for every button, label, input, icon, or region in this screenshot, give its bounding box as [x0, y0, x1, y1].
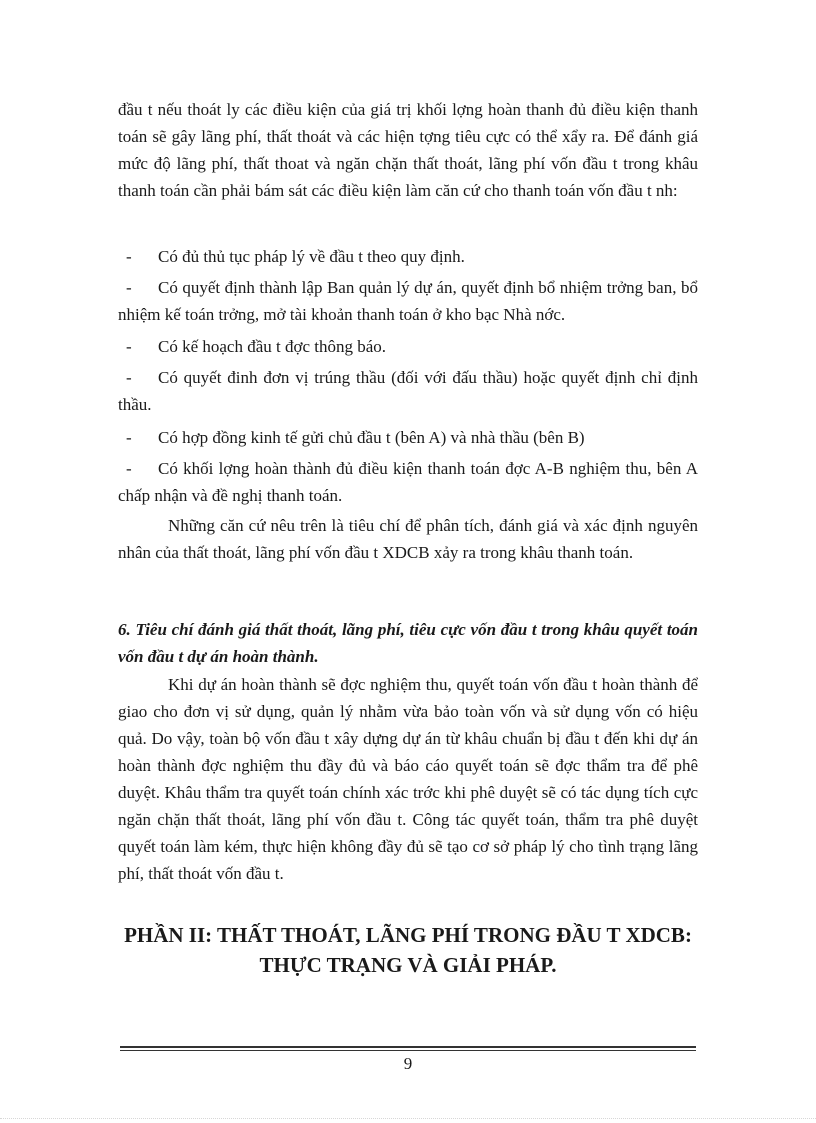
intro-paragraph: đầu t nếu thoát ly các điều kiện của giá trị khối lợng hoàn thanh đủ điều kiện thanh toán sẽ gây lãng phí, thất thoát và các hiện tợng tiêu cực có thể xẩy ra. Để đánh giá mức độ lãng phí, thất thoat và ngăn chặn thất thoát, lãng phí vốn đầu t trong khâu thanh toán cần phải bám sát các điều kiện làm căn cứ cho thanh toán vốn đầu t nh:: [118, 100, 698, 200]
page-number: 9: [403, 1054, 413, 1073]
list-item-text: Có kế hoạch đầu t đợc thông báo.: [158, 337, 387, 356]
bullet-dash: -: [126, 247, 132, 266]
page-edge-divider: [0, 1118, 816, 1119]
list-item: [118, 364, 698, 418]
bullet-dash: -: [126, 368, 132, 387]
list-item: [118, 274, 698, 328]
list-item-text: Có đủ thủ tục pháp lý về đầu t theo quy định.: [158, 247, 465, 266]
document-page: [118, 0, 698, 1123]
section-6-heading: 6. Tiêu chí đánh giá thất thoát, lãng phí, tiêu cực vốn đầu t trong khâu quyết toán vốn đầu t dự án hoàn thành.: [118, 620, 698, 666]
part-2-title: [118, 920, 698, 980]
list-item-text: Có hợp đồng kinh tế gửi chủ đầu t (bên A) và nhà thầu (bên B): [158, 428, 585, 447]
list-item: [118, 455, 698, 509]
footer-rule: [120, 1046, 696, 1048]
list-item-text: Có quyết đinh đơn vị trúng thầu (đối với đấu thầu) hoặc quyết định chỉ định thầu.: [118, 368, 698, 414]
list-item: [118, 243, 698, 270]
bullet-dash: -: [126, 278, 132, 297]
section-6-paragraph: Khi dự án hoàn thành sẽ đợc nghiệm thu, quyết toán vốn đầu t hoàn thành để giao cho đơn vị sử dụng, quản lý nhằm vừa bảo toàn vốn và sử dụng vốn có hiệu quả. Do vậy, toàn bộ vốn đầu t xây dựng dự án từ khâu chuẩn bị đầu t đến khi dự án hoàn thành đợc nghiệm thu đầy đủ và báo cáo quyết toán sẽ đợc thẩm tra để phê duyệt. Khâu thẩm tra quyết toán chính xác trớc khi phê duyệt sẽ có tác dụng tích cực ngăn chặn thất thoát, lãng phí vốn đầu t. Công tác quyết toán, thẩm tra phê duyệt quyết toán làm kém, thực hiện không đầy đủ sẽ tạo cơ sở pháp lý cho tình trạng lãng phí, thất thoát vốn đầu t.: [118, 675, 698, 883]
bullet-dash: -: [126, 459, 132, 478]
criteria-paragraph: Những căn cứ nêu trên là tiêu chí để phân tích, đánh giá và xác định nguyên nhân của thất thoát, lãng phí vốn đầu t XDCB xảy ra trong khâu thanh toán.: [118, 516, 698, 562]
list-item: [118, 333, 698, 360]
list-item-text: Có quyết định thành lập Ban quản lý dự án, quyết định bổ nhiệm trởng ban, bổ nhiệm kế toán trởng, mở tài khoản thanh toán ở kho bạc Nhà nớc.: [118, 278, 698, 324]
part-2-title-line2: THỰC TRẠNG VÀ GIẢI PHÁP.: [259, 953, 557, 977]
list-item: [118, 424, 698, 451]
bullet-dash: -: [126, 337, 132, 356]
list-item-text: Có khối lợng hoàn thành đủ điều kiện thanh toán đợc A-B nghiệm thu, bên A chấp nhận và đề nghị thanh toán.: [118, 459, 698, 505]
part-2-title-line1: PHẦN II: THẤT THOÁT, LÃNG PHÍ TRONG ĐẦU T XDCB:: [124, 923, 692, 947]
bullet-dash: -: [126, 428, 132, 447]
footer-rule-thin: [120, 1050, 696, 1051]
